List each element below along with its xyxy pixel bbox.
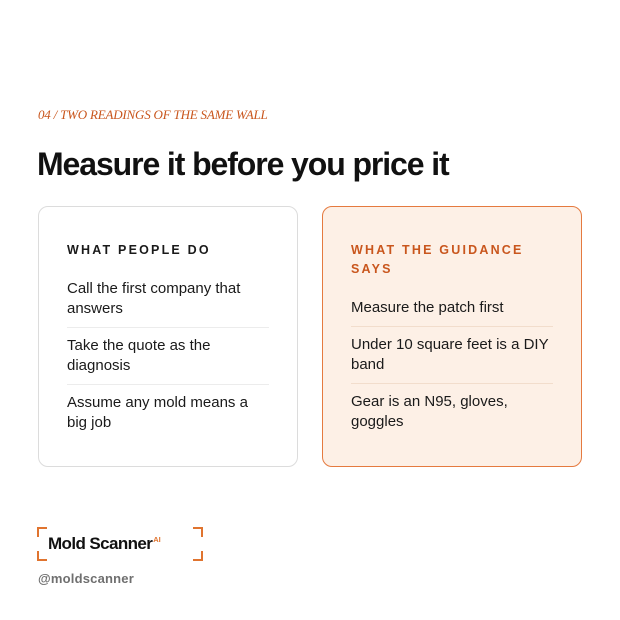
page-title: Measure it before you price it xyxy=(37,146,449,182)
logo-corner-bracket xyxy=(193,527,203,537)
list-item: Under 10 square feet is a DIY band xyxy=(351,327,553,384)
list-item: Assume any mold means a big job xyxy=(67,394,248,431)
card-heading: WHAT PEOPLE DO xyxy=(67,243,211,257)
list-item: Measure the patch first xyxy=(351,290,553,327)
card-what-guidance-says xyxy=(322,206,582,467)
card-heading: WHAT THE GUIDANCE SAYS xyxy=(351,243,524,276)
section-kicker: 04 / TWO READINGS OF THE SAME WALL xyxy=(38,107,268,122)
logo-corner-bracket xyxy=(37,527,47,537)
item-list xyxy=(67,271,269,441)
list-item: Gear is an N95, gloves, goggles xyxy=(351,393,508,430)
social-handle: @moldscanner xyxy=(38,571,134,586)
list-item: Call the first company that answers xyxy=(67,271,269,328)
brand-logo xyxy=(37,527,203,561)
list-item: Take the quote as the diagnosis xyxy=(67,328,269,385)
brand-name: Mold Scanner$^{AI}$ xyxy=(48,534,161,553)
item-list xyxy=(351,290,553,440)
brand-superscript: AI xyxy=(153,535,161,544)
logo-corner-bracket xyxy=(193,551,203,561)
card-what-people-do xyxy=(38,206,298,467)
logo-corner-bracket xyxy=(37,551,47,561)
